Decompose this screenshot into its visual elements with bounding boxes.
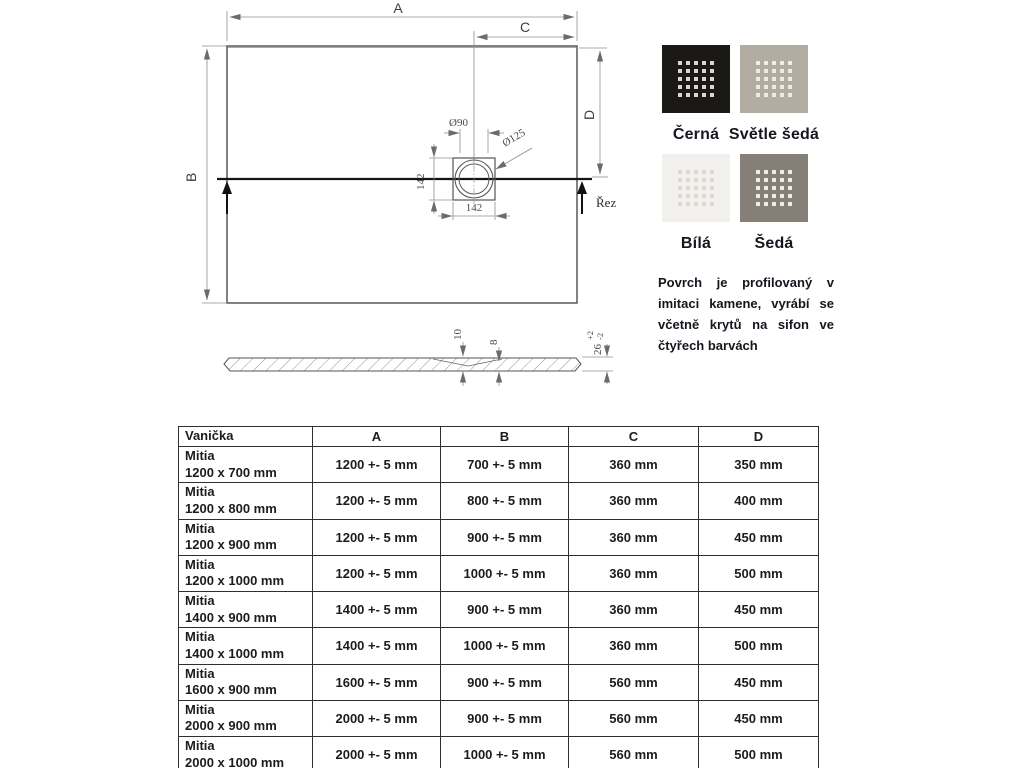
drain-cover-holes (756, 170, 792, 206)
cell-a: 1400 +- 5 mm (313, 628, 441, 664)
model-size: 2000 x 1000 mm (185, 754, 285, 768)
dimensions-table (178, 426, 819, 768)
header-vanicka: Vanička (179, 427, 313, 447)
color-swatch (740, 154, 808, 255)
dim-label-c: C (519, 19, 531, 35)
cell-model (179, 447, 313, 483)
color-swatch (662, 154, 730, 255)
drain-cover-image (662, 154, 730, 222)
swatch-label: Černá (672, 126, 720, 143)
cell-model (179, 555, 313, 591)
model-name: Mitia (185, 629, 215, 645)
cell-c: 560 mm (569, 664, 699, 700)
table-row (179, 483, 819, 519)
cell-model (179, 664, 313, 700)
profile-height-label: 26 (592, 344, 604, 355)
model-name: Mitia (185, 520, 215, 536)
cell-model (179, 592, 313, 628)
header-d: D (699, 427, 819, 447)
drain-cover-holes (756, 61, 792, 97)
cell-b: 700 +- 5 mm (441, 447, 569, 483)
dimension-b (202, 46, 226, 303)
cell-c: 360 mm (569, 519, 699, 555)
model-size: 1200 x 1000 mm (185, 573, 285, 589)
drain-cover-holes (678, 170, 714, 206)
color-swatch-grid (662, 45, 820, 255)
model-name: Mitia (185, 665, 215, 681)
model-size: 1200 x 800 mm (185, 500, 277, 516)
model-size: 1400 x 1000 mm (185, 645, 285, 661)
table-row (179, 700, 819, 736)
model-size: 1400 x 900 mm (185, 609, 277, 625)
cell-d: 350 mm (699, 447, 819, 483)
tray-side-profile (224, 358, 581, 371)
cell-c: 360 mm (569, 592, 699, 628)
cell-b: 900 +- 5 mm (441, 519, 569, 555)
table-row (179, 664, 819, 700)
cell-c: 560 mm (569, 737, 699, 768)
tolerance-minus-label: -2 (595, 332, 605, 340)
cell-d: 400 mm (699, 483, 819, 519)
model-size: 1600 x 900 mm (185, 682, 277, 698)
cell-model (179, 700, 313, 736)
cell-d: 450 mm (699, 519, 819, 555)
tray-top-view (227, 46, 577, 303)
model-size: 1200 x 700 mm (185, 464, 277, 480)
cell-a: 1200 +- 5 mm (313, 519, 441, 555)
header-b: B (441, 427, 569, 447)
cell-b: 900 +- 5 mm (441, 592, 569, 628)
model-size: 2000 x 900 mm (185, 718, 277, 734)
color-swatch (662, 45, 730, 146)
technical-drawing (0, 0, 650, 400)
table-header-row (179, 427, 819, 447)
cell-c: 360 mm (569, 628, 699, 664)
drain-outer-label: Ø125 (500, 126, 528, 150)
dim-label-d: D (581, 109, 597, 120)
section-label: Řez (596, 195, 617, 210)
model-name: Mitia (185, 556, 215, 572)
cell-d: 450 mm (699, 664, 819, 700)
cell-d: 500 mm (699, 555, 819, 591)
table-row (179, 447, 819, 483)
cell-a: 1400 +- 5 mm (313, 592, 441, 628)
drain-inner-label: Ø90 (449, 117, 468, 129)
table-row (179, 519, 819, 555)
table-row (179, 628, 819, 664)
header-a: A (313, 427, 441, 447)
surface-description: Povrch je profilovaný v imitaci kamene, vyrábí se včetně krytů na sifon ve čtyřech barvách (658, 275, 834, 353)
model-name: Mitia (185, 448, 215, 463)
cell-b: 800 +- 5 mm (441, 483, 569, 519)
cell-c: 560 mm (569, 700, 699, 736)
cell-c: 360 mm (569, 483, 699, 519)
profile-thickness-label: 10 (452, 329, 464, 340)
drain-cover-image (662, 45, 730, 113)
square-width-label: 142 (465, 202, 483, 214)
drain-cover-image (740, 154, 808, 222)
cell-d: 500 mm (699, 737, 819, 768)
table-row (179, 592, 819, 628)
section-cut-line (217, 179, 592, 214)
dim-label-b: B (183, 172, 199, 182)
tolerance-plus-label: +2 (585, 330, 595, 340)
drain-cover-image (740, 45, 808, 113)
cell-c: 360 mm (569, 555, 699, 591)
dim-label-a: A (393, 0, 403, 16)
cell-b: 900 +- 5 mm (441, 700, 569, 736)
cell-a: 1200 +- 5 mm (313, 555, 441, 591)
cell-a: 1600 +- 5 mm (313, 664, 441, 700)
cell-model (179, 737, 313, 768)
swatch-label: Světle šedá (728, 126, 820, 143)
profile-recess-label: 8 (488, 339, 500, 345)
cell-b: 1000 +- 5 mm (441, 628, 569, 664)
model-name: Mitia (185, 701, 215, 717)
cell-a: 2000 +- 5 mm (313, 700, 441, 736)
cell-a: 1200 +- 5 mm (313, 483, 441, 519)
color-swatch (729, 45, 819, 146)
cell-a: 2000 +- 5 mm (313, 737, 441, 768)
cell-d: 450 mm (699, 700, 819, 736)
cell-c: 360 mm (569, 447, 699, 483)
model-name: Mitia (185, 484, 215, 500)
cell-b: 1000 +- 5 mm (441, 555, 569, 591)
model-size: 1200 x 900 mm (185, 537, 277, 553)
table-row (179, 737, 819, 768)
cell-a: 1200 +- 5 mm (313, 447, 441, 483)
swatch-label: Šedá (754, 235, 794, 252)
table-row (179, 555, 819, 591)
drain-cover-holes (678, 61, 714, 97)
cell-b: 900 +- 5 mm (441, 664, 569, 700)
cell-d: 500 mm (699, 628, 819, 664)
cell-model (179, 483, 313, 519)
dimension-c (474, 31, 574, 162)
cell-b: 1000 +- 5 mm (441, 737, 569, 768)
square-height-label: 142 (415, 173, 427, 190)
header-c: C (569, 427, 699, 447)
cell-model (179, 519, 313, 555)
swatch-label: Bílá (680, 235, 712, 252)
model-name: Mitia (185, 738, 215, 753)
cell-model (179, 628, 313, 664)
cell-d: 450 mm (699, 592, 819, 628)
model-name: Mitia (185, 593, 215, 608)
